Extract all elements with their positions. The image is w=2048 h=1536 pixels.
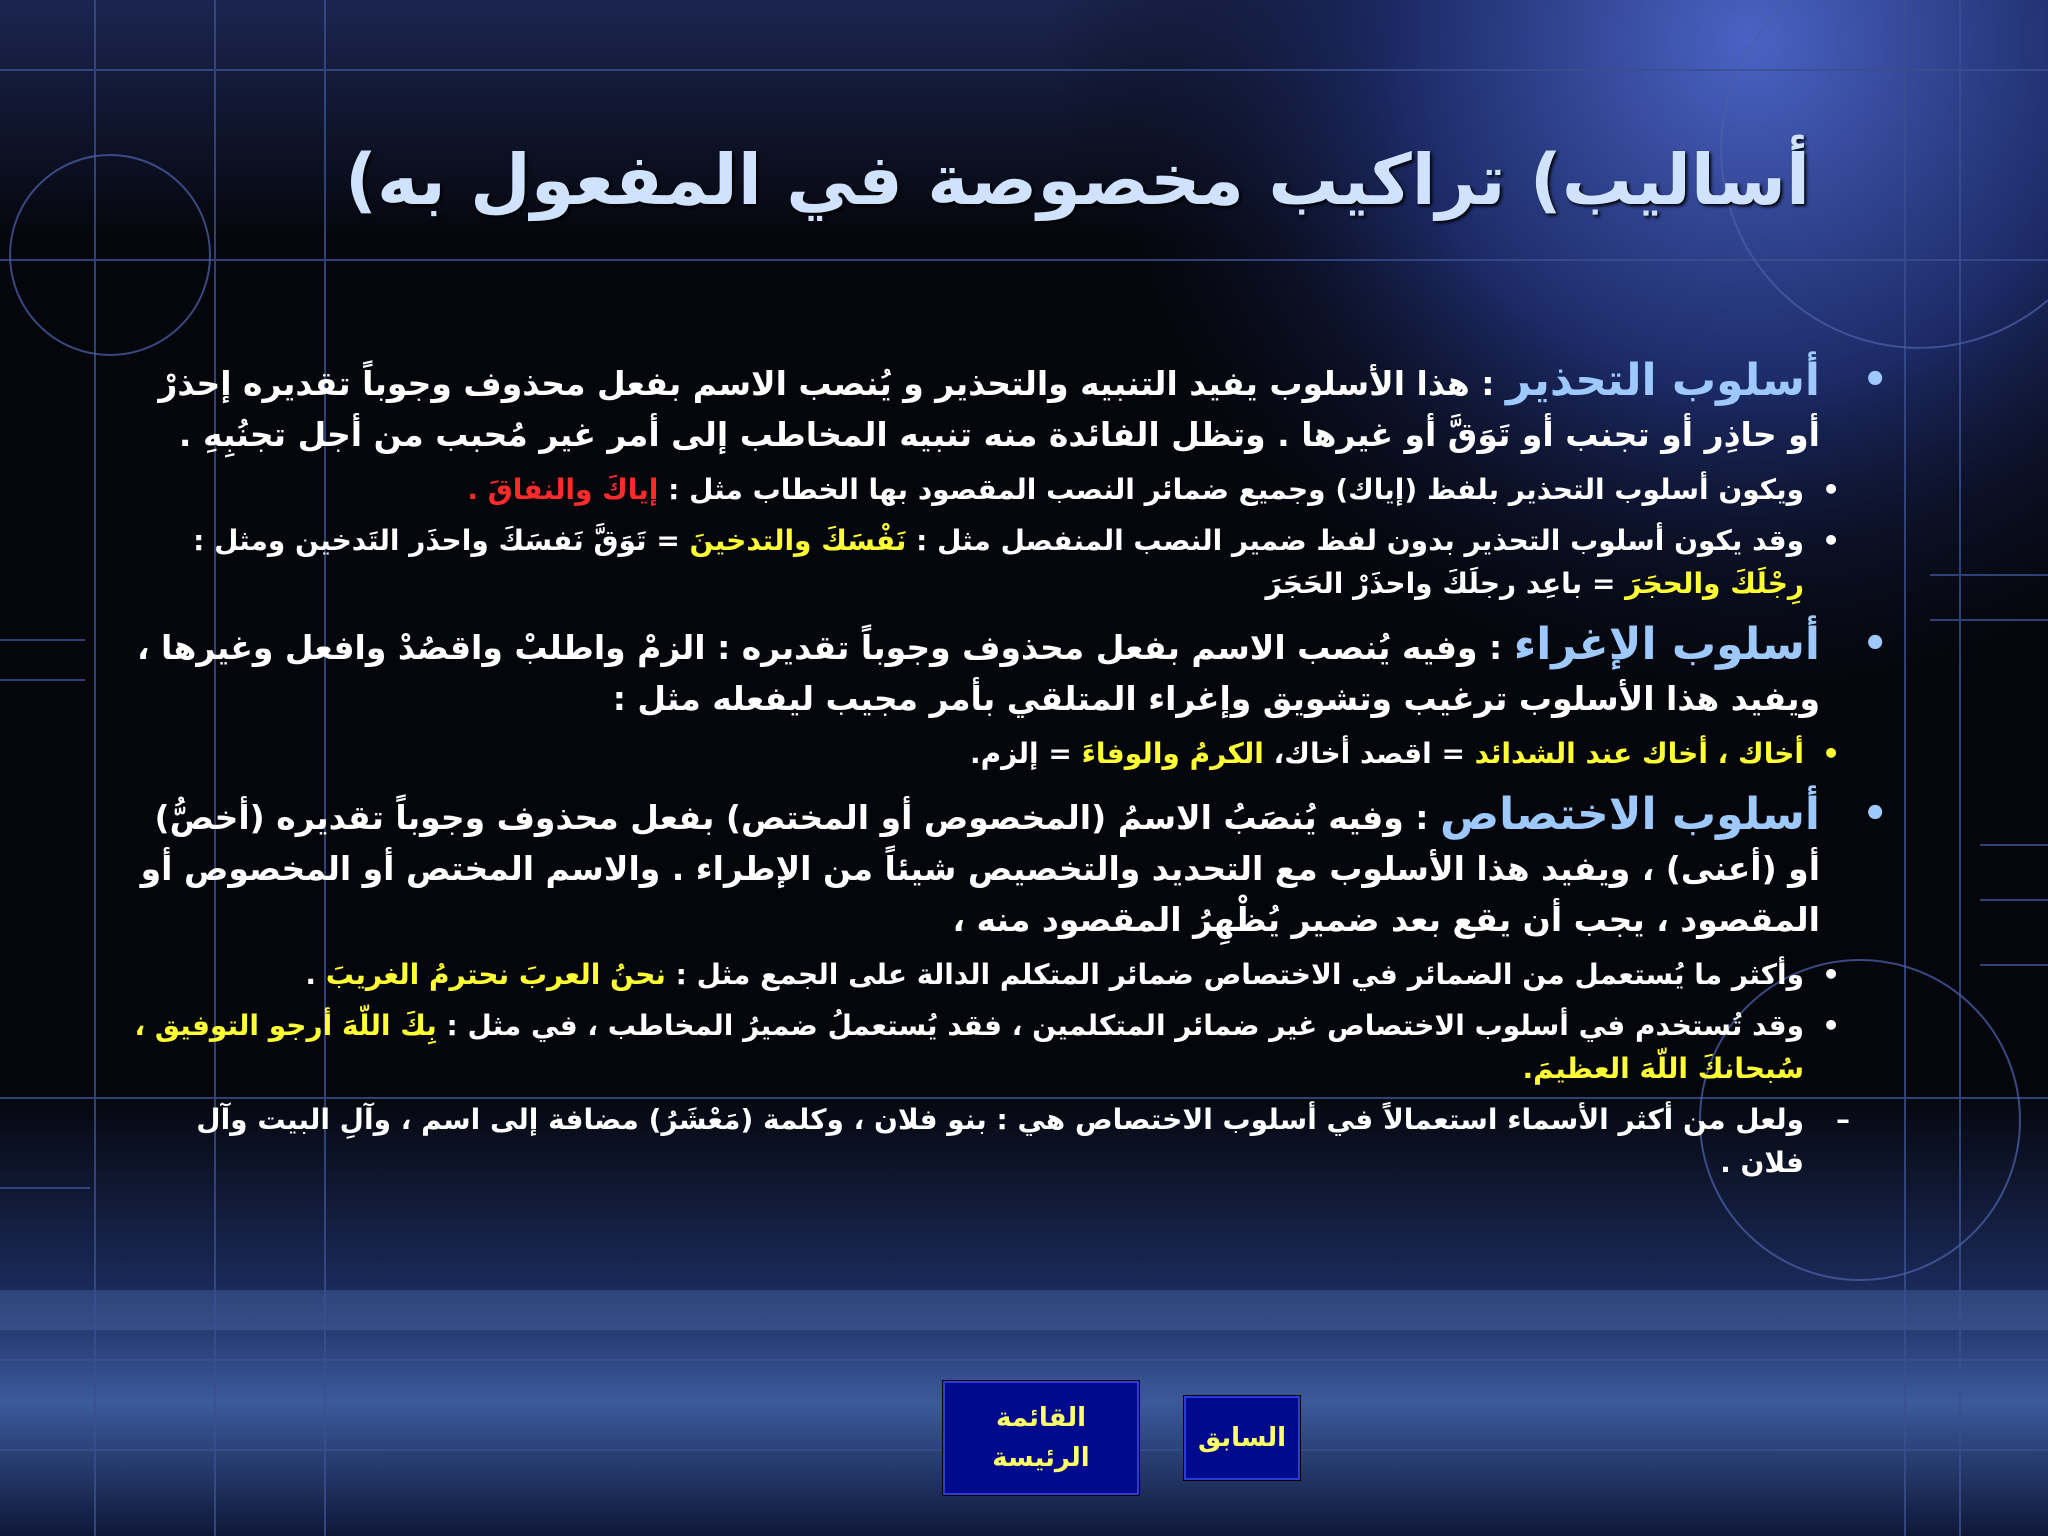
bullet-icon: •	[1862, 357, 1888, 403]
ighra-text-b: = إلزم.	[969, 737, 1082, 770]
tahdhir-sub2-example-b: رِجْلَكَ والحجَرَ	[1625, 567, 1804, 600]
ikhtisas-sub1-example: نحنُ العربَ نحترمُ الغريبَ	[325, 958, 666, 991]
ighra-text-a: = اقصد أخاك،	[1263, 737, 1475, 770]
previous-label: السابق	[1197, 1423, 1287, 1453]
ighra-text: : وفيه يُنصب الاسم بفعل محذوف وجوباً تقديره : الزمْ واطلبْ واقصُدْ وافعل وغيرها ، ويفيد هذا الأسلوب ترغيب وتشويق وإغراء المتلقي بأمر مجيب ليفعله مثل :	[137, 628, 1820, 718]
ighra-example-b: الكرمُ والوفاءَ	[1081, 737, 1264, 770]
sub-item-ikhtisas-pronouns	[130, 953, 1900, 996]
list-item-tahdhir	[130, 355, 1900, 460]
term-ighra: أسلوب الإغراء	[1513, 619, 1820, 670]
bullet-icon: •	[1862, 791, 1888, 837]
ighra-example-a: أخاك ، أخاك عند الشدائد	[1474, 737, 1804, 770]
sub-item-ighra-example	[130, 732, 1900, 775]
sub-item-tahdhir-iyyak	[130, 468, 1900, 511]
tahdhir-sub1-example: إياكَ والنفاقَ .	[467, 473, 659, 506]
dash-icon: –	[1836, 1103, 1850, 1136]
ikhtisas-sub1-text: وأكثر ما يُستعمل من الضمائر في الاختصاص ضمائر المتكلم الدالة على الجمع مثل :	[665, 958, 1804, 991]
term-ikhtisas: أسلوب الاختصاص	[1439, 789, 1820, 840]
tahdhir-sub2-text-b: = تَوَقَّ نَفسَكَ واحذَر التَدخين ومثل :	[193, 524, 690, 557]
main-menu-label: القائمة الرئيسة	[992, 1403, 1090, 1473]
tahdhir-sub1-text: ويكون أسلوب التحذير بلفظ (إياك) وجميع ضمائر النصب المقصود بها الخطاب مثل :	[658, 473, 1804, 506]
sub-item-tahdhir-noun	[130, 519, 1900, 605]
sub-item-ikhtisas-addressee	[130, 1004, 1900, 1090]
bullet-icon: •	[1822, 958, 1840, 991]
tahdhir-sub2-text-a: وقد يكون أسلوب التحذير بدون لفظ ضمير النصب المنفصل مثل :	[906, 524, 1804, 557]
previous-button[interactable]	[1184, 1396, 1300, 1480]
ikhtisas-sub3-text: ولعل من أكثر الأسماء استعمالاً في أسلوب الاختصاص هي : بنو فلان ، وكلمة (مَعْشَرُ) مضافة إلى اسم ، وآلِ البيت وآل فلان .	[196, 1103, 1804, 1179]
tahdhir-sub2-text-c: = باعِد رجلَكَ واحذَرْ الحَجَرَ	[1265, 567, 1626, 600]
bullet-icon: •	[1862, 621, 1888, 667]
slide-title: أساليب) تراكيب مخصوصة في المفعول به)	[345, 139, 1810, 221]
main-menu-button[interactable]	[943, 1381, 1139, 1495]
term-tahdhir: أسلوب التحذير	[1505, 355, 1820, 406]
bullet-icon: •	[1822, 737, 1840, 770]
ikhtisas-sub2-text: وقد تُستخدم في أسلوب الاختصاص غير ضمائر المتكلمين ، فقد يُستعملُ ضميرُ المخاطب ، في مثل :	[436, 1009, 1804, 1042]
ikhtisas-sub2-example: بِكَ اللّهَ أرجو التوفيق ، سُبحانكَ اللّهَ العظيمَ.	[134, 1009, 1804, 1085]
list-item-ikhtisas	[130, 789, 1900, 945]
bullet-icon: •	[1822, 524, 1840, 557]
content-list	[130, 355, 1900, 1285]
sub-item-ikhtisas-names	[130, 1098, 1900, 1184]
tahdhir-text: : هذا الأسلوب يفيد التنبيه والتحذير و يُنصب الاسم بفعل محذوف وجوباً تقديره إحذرْ أو حاذِر أو تجنب أو تَوَقَّ أو غيرها . وتظل الفائدة منه تنبيه المخاطب إلى أمر غير مُحبب من أجل تجنُبِهِ .	[158, 364, 1820, 454]
list-item-ighra	[130, 619, 1900, 724]
bullet-icon: •	[1822, 1009, 1840, 1042]
bullet-icon: •	[1822, 473, 1840, 506]
ikhtisas-text: : وفيه يُنصَبُ الاسمُ (المخصوص أو المختص) بفعل محذوف وجوباً تقديره (أخصُّ) أو (أعنى) ، ويفيد هذا الأسلوب مع التحديد والتخصيص شيئاً من الإطراء . والاسم المختص أو المخصوص أو المقصود ، يجب أن يقع بعد ضمير يُظْهِرُ المقصود منه ،	[140, 798, 1820, 939]
tahdhir-sub2-example-a: نَفْسَكَ والتدخينَ	[689, 524, 907, 557]
ikhtisas-sub1-end: .	[305, 958, 326, 991]
